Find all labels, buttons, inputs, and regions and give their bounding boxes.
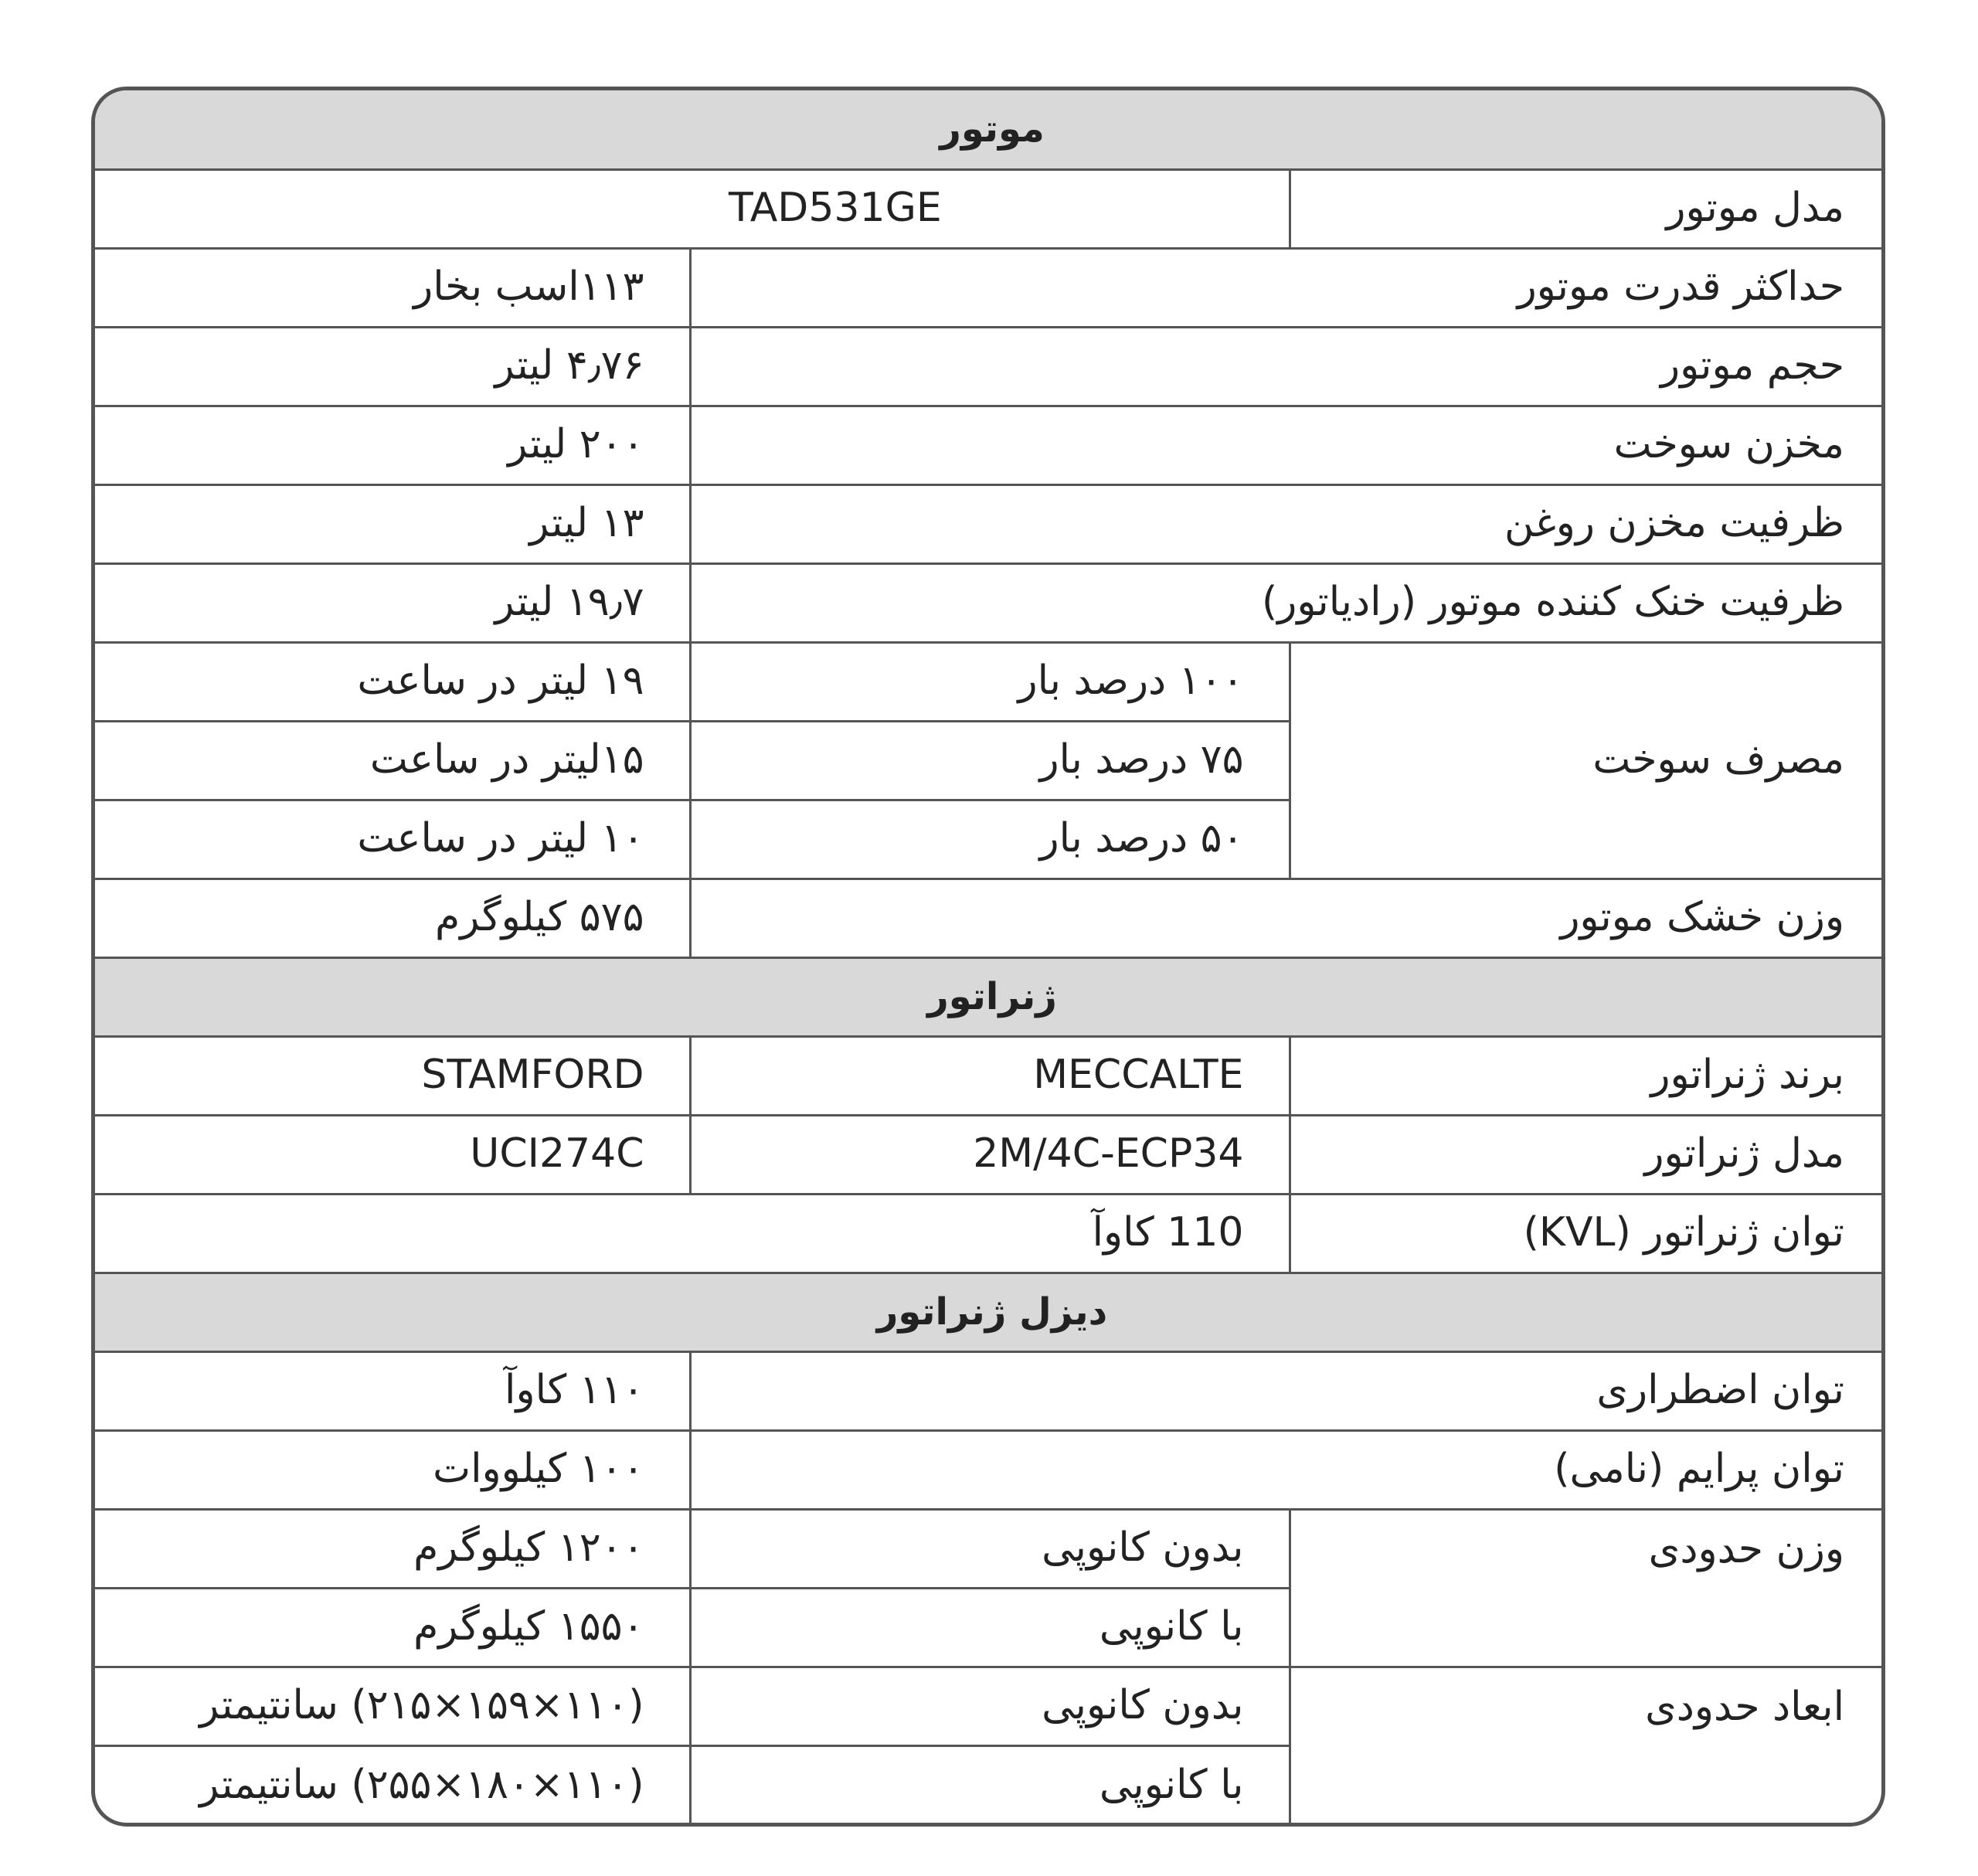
engine-volume-label: حجم موتور: [690, 327, 1885, 406]
approx-weight-label: وزن حدودی: [1290, 1509, 1885, 1667]
generator-model-a: 2M/4C-ECP34: [690, 1115, 1290, 1194]
standby-power-label: توان اضطراری: [690, 1351, 1885, 1430]
approx-dimensions-label: ابعاد حدودی: [1290, 1667, 1885, 1824]
dimensions-variant-canopy: با کانوپی: [690, 1745, 1290, 1824]
table-row: [95, 563, 1885, 642]
max-power-label: حداکثر قدرت موتور: [690, 248, 1885, 327]
table-row: [95, 406, 1885, 484]
generator-brand-label: برند ژنراتور: [1290, 1036, 1885, 1115]
prime-power-value: ۱۰۰ کیلووات: [95, 1430, 690, 1509]
generator-model-label: مدل ژنراتور: [1290, 1115, 1885, 1194]
generator-model-b: UCI274C: [95, 1115, 690, 1194]
weight-value-canopy: ۱۵۵۰ کیلوگرم: [95, 1588, 690, 1667]
table-row: [95, 484, 1885, 563]
oil-tank-value: ۱۳ لیتر: [95, 484, 690, 563]
table-row: [95, 248, 1885, 327]
generator-brand-b: STAMFORD: [95, 1036, 690, 1115]
standby-power-value: ۱۱۰ کاوآ: [95, 1351, 690, 1430]
section-header-engine: [95, 90, 1885, 169]
section-header-diesel-generator: [95, 1273, 1885, 1351]
prime-power-label: توان پرایم (نامی): [690, 1430, 1885, 1509]
table-row: [95, 1509, 1885, 1588]
table-row: [95, 1036, 1885, 1115]
coolant-value: ۱۹٫۷ لیتر: [95, 563, 690, 642]
weight-variant-canopy: با کانوپی: [690, 1588, 1290, 1667]
table-row: [95, 1430, 1885, 1509]
table-row: [95, 1194, 1885, 1273]
table-row: [95, 1115, 1885, 1194]
fuel-value-75: ۱۵لیتر در ساعت: [95, 721, 690, 800]
generator-power-label: توان ژنراتور (KVL): [1290, 1194, 1885, 1273]
dimensions-value-canopy: (۱۱۰×۱۸۰×۲۵۵) سانتیمتر: [95, 1745, 690, 1824]
fuel-value-100: ۱۹ لیتر در ساعت: [95, 642, 690, 721]
spec-table: [95, 90, 1885, 1826]
dimensions-variant-no-canopy: بدون کانوپی: [690, 1667, 1290, 1745]
table-row: [95, 169, 1885, 248]
dimensions-value-no-canopy: (۱۱۰×۱۵۹×۲۱۵) سانتیمتر: [95, 1667, 690, 1745]
coolant-label: ظرفیت خنک کننده موتور (رادیاتور): [690, 563, 1885, 642]
table-row: [95, 1667, 1885, 1745]
engine-model-value: TAD531GE: [95, 169, 1290, 248]
max-power-value: ۱۱۳اسب بخار: [95, 248, 690, 327]
table-row: [95, 879, 1885, 957]
table-row: [95, 1351, 1885, 1430]
fuel-value-50: ۱۰ لیتر در ساعت: [95, 800, 690, 879]
generator-power-value: 110 کاوآ: [95, 1194, 1290, 1273]
dry-weight-value: ۵۷۵ کیلوگرم: [95, 879, 690, 957]
spec-table-frame: [91, 87, 1885, 1827]
weight-value-no-canopy: ۱۲۰۰ کیلوگرم: [95, 1509, 690, 1588]
engine-volume-value: ۴٫۷۶ لیتر: [95, 327, 690, 406]
section-title-diesel-generator: دیزل ژنراتور: [95, 1273, 1885, 1351]
weight-variant-no-canopy: بدون کانوپی: [690, 1509, 1290, 1588]
table-row: [95, 642, 1885, 721]
fuel-tank-label: مخزن سوخت: [690, 406, 1885, 484]
generator-brand-a: MECCALTE: [690, 1036, 1290, 1115]
section-title-engine: موتور: [95, 90, 1885, 169]
fuel-tank-value: ۲۰۰ لیتر: [95, 406, 690, 484]
section-title-generator: ژنراتور: [95, 957, 1885, 1036]
dry-weight-label: وزن خشک موتور: [690, 879, 1885, 957]
fuel-load-100: ۱۰۰ درصد بار: [690, 642, 1290, 721]
section-header-generator: [95, 957, 1885, 1036]
engine-model-label: مدل موتور: [1290, 169, 1885, 248]
table-row: [95, 327, 1885, 406]
fuel-consumption-label: مصرف سوخت: [1290, 642, 1885, 879]
oil-tank-label: ظرفیت مخزن روغن: [690, 484, 1885, 563]
fuel-load-75: ۷۵ درصد بار: [690, 721, 1290, 800]
fuel-load-50: ۵۰ درصد بار: [690, 800, 1290, 879]
